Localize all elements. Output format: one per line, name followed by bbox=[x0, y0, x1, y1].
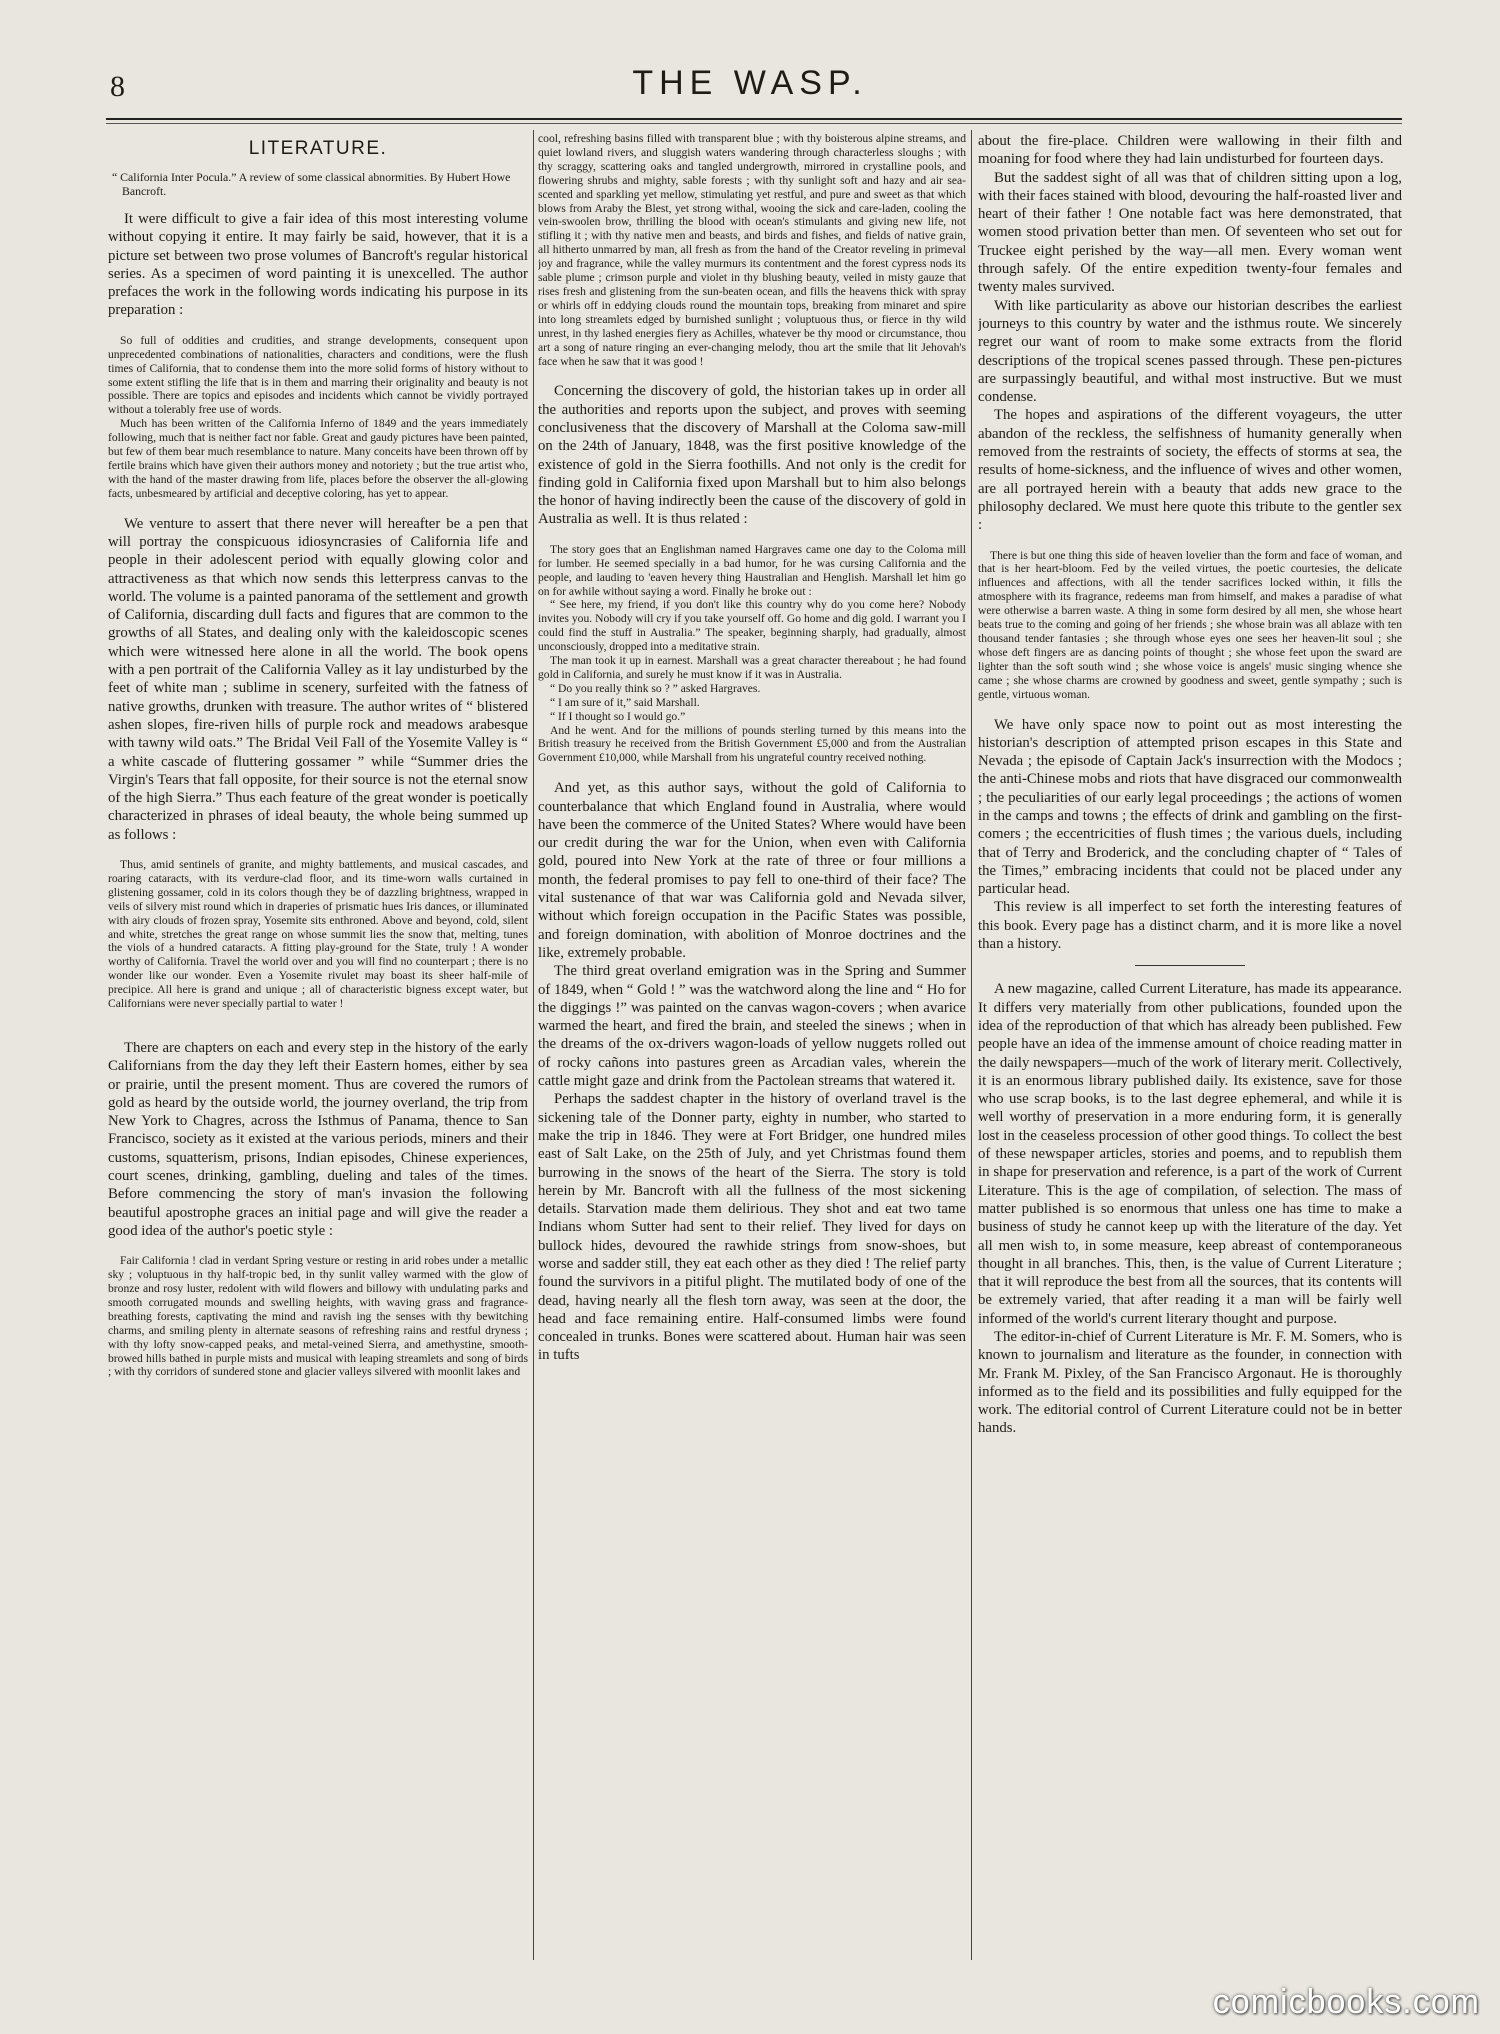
paragraph: This review is all imperfect to set forth the interesting features of this book. Every page has a distinct charm, and it is more like a novel than a history. bbox=[978, 899, 1402, 953]
quote-paragraph: Much has been written of the California Inferno of 1849 and the years immediately following, much that is neither fact nor fable. Great and gaudy pictures have been painted, but few of them bear much resemblance to nature. Many conceits have been thrown off by fertile brains which have given their authors money and notoriety ; but the true artist who, with the hand of the master drawing from life, places before the observer the all-glowing facts, unbesmeared by artificial and deceptive coloring, has yet to appear. bbox=[108, 417, 528, 500]
paragraph: And yet, as this author says, without the gold of California to counterbalance that which England found in Australia, where would have been the commerce of the United States? Where would have been our credit during the war for the Union, when even with California gold, poured into New York at the rate of three or four millions a month, the federal promises to pay fell to one-third of their face? The vital sustenance of that war was California gold and Nevada silver, without which foreign occupation in the Pacific States was possible, and foreign domination, with abolition of Monroe doctrines and the like, extremely probable. bbox=[538, 780, 966, 961]
quote-paragraph: The story goes that an Englishman named Hargraves came one day to the Coloma mill for lumber. He seemed specially in a bad humor, for he was cursing California and the people, and lauding to 'eaven hevery thing Haustralian and Henglish. Marshall let him go on for awhile without saying a word. Finally he broke out : bbox=[538, 542, 966, 598]
paragraph: The hopes and aspirations of the different voyageurs, the utter abandon of the reckless, the selfishness of humanity generally when removed from the restraints of society, the effects of storms at sea, the results of home-sickness, and the influence of wives and other women, are all portrayed herein with a beauty that adds new grace to the philosophy declared. We must here quote this tribute to the gentler sex : bbox=[978, 407, 1402, 534]
column-divider bbox=[533, 130, 534, 1960]
paragraph: With like particularity as above our historian describes the earliest journeys to this country by water and the isthmus route. We sincerely regret our want of room to make some extracts from the florid descriptions of the tropical scenes passed through. These pen-pictures are surpassingly beautiful, and withal most instructive. But we must condense. bbox=[978, 297, 1402, 406]
paragraph: There are chapters on each and every step in the history of the early Californians from the day they left their Eastern homes, either by sea or prairie, until the present moment. Thus are covered the rumors of gold as heard by the outside world, the journey overland, the trip from New York to Chagres, across the Isthmus of Panama, thence to San Francisco, society as it existed at the various periods, miners and their customs, squatterism, prisons, Indian episodes, Chinese experiences, court scenes, drinking, gambling, dueling and tales of the times. Before commencing the story of man's invasion the following beautiful apostrophe graces an initial page and will give the reader a good idea of the author's poetic style : bbox=[108, 1039, 528, 1239]
paragraph: about the fire-place. Children were wallowing in their filth and moaning for food where they had lain undisturbed for fourteen days. bbox=[978, 133, 1402, 168]
quote-paragraph: So full of oddities and crudities, and strange developments, consequent upon unprecedented combinations of nationalities, characters and conditions, were the flush times of California, that to condense them into the more solid forms of history without to some extent stifling the life that is in them and marring their originality and beauty is not possible. There are topics and episodes and incidents which cannot be vividly portrayed without a tolerably free use of words. bbox=[108, 333, 528, 417]
paragraph: Perhaps the saddest chapter in the history of overland travel is the sickening tale of the Donner party, eighty in number, who started to make the trip in 1846. They were at Fort Bridger, one hundred miles east of Salt Lake, on the 25th of July, and yet Christmas found them burrowing in the snows of the heart of the Sierra. The story is told herein by Mr. Bancroft with all the fullness of the most sickening details. Starvation made them delirious. They shot and eat two tame Indians whom Sutter had sent to their relief. They lived for days on bullock hides, devoured the rawhide strings from snow-shoes, but worse and sadder still, they eat each other as they died ! The relief party found the survivors in a pitiful plight. The mutilated body of one of the dead, having nearly all the flesh torn away, was seen at the door, the head and face remaining entire. Half-consumed limbs were found concealed in trunks. Bones were scattered about. Human hair was seen in tufts bbox=[538, 1091, 966, 1364]
column-1 bbox=[108, 132, 528, 1962]
quote-paragraph: “ If I thought so I would go.” bbox=[550, 709, 686, 723]
book-citation: “ California Inter Pocula.” A review of some classical abnormities. By Hubert Howe Bancroft. bbox=[112, 170, 511, 198]
paragraph: Concerning the discovery of gold, the historian takes up in order all the authorities and reports upon the subject, and proves with seeming conclusiveness that the discovery of Marshall at the Coloma saw-mill on the 24th of January, 1848, was the first positive knowledge of the existence of gold in the Sierra foothills. And not only is the credit for finding gold in California fixed upon Marshall but to him also belongs the honor of having indirectly been the cause of the discovery of gold in Australia as well. It is thus related : bbox=[538, 383, 966, 528]
publication-title: THE WASP. bbox=[632, 64, 868, 102]
section-heading: LITERATURE. bbox=[248, 138, 388, 159]
quotation bbox=[108, 1254, 528, 1379]
quote-paragraph: There is but one thing this side of heaven lovelier than the form and face of woman, and that is her heart-bloom. Fed by the veiled virtues, the poetic courtesies, the delicate influences and affections, with all the tender sacrifices locked within, it fills the atmosphere with its fragrance, redeems man from himself, and makes a paradise of what were otherwise a barren waste. A thing in some form desired by all men, she whose heart beats true to the coming and going of her friends ; she whose brain was all ablaze with ten thousand tender fantasies ; she through whose eyes one sees her heaven-lit soul ; she whose deft fingers are as dancing points of thought ; she whose feet upon the sward are lighter than the soft south wind ; she whose voice is angels' music singing whence she came ; she whose charms are crowned by goodness and sweet, gentle sympathy ; such is gentle, virtuous woman. bbox=[978, 548, 1402, 701]
paragraph: We venture to assert that there never will hereafter be a pen that will portray the conspicuous idiosyncrasies of California life and people in their adolescent period with equally glowing color and attractiveness as that which now sends this letterpress canvas to the world. The volume is a painted panorama of the settlement and growth of California, discarding dull facts and figures that are common to the growths of all States, and dealing only with the kaleidoscopic scenes which were witnessed here alone in all the world. The book opens with a pen portrait of the California Valley as it lay undisturbed by the feet of white man ; sublime in scenery, surfeited with the fatness of native growths, drunken with treasure. The author writes of “ blistered ashen slopes, fire-riven hills of purple rock and meadows arabesque with tawny wild oats.” The Bridal Veil Fall of the Yosemite Valley is “ a white cascade of fluttering gossamer ” while “Summer dries the Virgin's Tears that fall opposite, for their source is not the eternal snow of the high Sierra.” Thus each feature of the great wonder is poetically characterized in phrases of ideal beauty, the whole being summed up as follows : bbox=[108, 515, 528, 843]
paragraph: We have only space now to point out as most interesting the historian's description of attempted prison escapes in this State and Nevada ; the episode of Captain Jack's insurrection with the Modocs ; the anti-Chinese mobs and riots that have disgraced our commonwealth ; the peculiarities of our early legal proceedings ; the actions of women in the camps and towns ; the effects of drink and gambling on the first-comers ; the eccentricities of flush times ; the various duels, including that of Terry and Broderick, and the concluding chapter of “ Tales of the Times,” embracing incidents that could not be placed under any particular head. bbox=[978, 716, 1402, 898]
quotation bbox=[108, 858, 528, 1011]
section-separator bbox=[1135, 965, 1245, 966]
quote-paragraph: Fair California ! clad in verdant Spring vesture or resting in arid robes under a metallic sky ; voluptuous in thy half-tropic bed, in thy sunlit valley warmed with the glow of bronze and rosy luster, redolent with wild flowers and billowy with undulating parks and smooth corrugated mounds and swelling heights, with waving grass and fragrance-breathing forests, captivating the mind and ravish ing the senses with thy bewitching charms, and smiling plenty in alternate seasons of refreshing rains and restful dryness ; with thy lofty snow-capped peaks, and metal-veined Sierra, and amethystine, smooth-browed hills bathed in purple mists and musical with leaping streamlets and song of birds ; with thy corridors of sundered stone and glacier valleys silvered with moonlit lakes and bbox=[108, 1254, 528, 1379]
quotation bbox=[538, 543, 966, 766]
paragraph: A new magazine, called Current Literature, has made its appearance. It differs very materially from other publications, founded upon the idea of the reproduction of that which has already been published. Few people have an idea of the immense amount of choice reading matter in the daily newspapers—much of the work of literary merit. Collectively, it is an enormous library published daily. Its existence, save for those who use scrap books, is to the last degree ephemeral, and while it is well worthy of preservation in a more enduring form, it is generally lost in the ceaseless procession of other good things. To collect the best of these newspaper articles, stories and poems, and to republish them in shape for preservation and reference, is a part of the work of Current Literature. This is the age of compilation, of selection. The mass of matter published is so enormous that unless one has time to make a business of study he cannot keep up with the literature of the day. Yet all men wish to, in some measure, keep abreast of contemporaneous thought in all branches. This, then, is the value of Current Literature ; that it will reproduce the best from all the sources, that its contents will be extremely varied, that after reading it a man will be fairly well informed of the world's current literary thought and purpose. bbox=[978, 981, 1402, 1327]
paragraph: The third great overland emigration was in the Spring and Summer of 1849, when “ Gold ! ” was the watchword along the line and “ Ho for the diggings !” was painted on the canvas wagon-covers ; when avarice warmed the heart, and fired the brain, and steeled the sinews ; when in the dreams of the ox-drivers wagon-loads of yellow nuggets rolled out of rocky cañons into pastures green as Arcadian vales, wherein the cattle might gaze and drink from the Pactolean streams that watered it. bbox=[538, 963, 966, 1090]
quote-paragraph: “ I am sure of it,” said Marshall. bbox=[550, 695, 700, 709]
column-divider bbox=[971, 130, 972, 1960]
quotation bbox=[978, 549, 1402, 702]
quote-paragraph: Thus, amid sentinels of granite, and mighty battlements, and musical cascades, and roaring cataracts, with its verdure-clad floor, and its time-worn walls curtained in glistening gossamer, cold in its colors though they be of dazzling brightness, wrapped in veils of silvery mist round which in draperies of prismatic hues Iris dances, or illuminated with airy clouds of frozen spray, Yosemite sits enthroned. Above and beyond, cold, silent and white, stretches the great range on whose summit lies the snow that, melting, tunes the viols of a hundred cataracts. A fitting play-ground for the State, truly ! A wonder worthy of California. Travel the world over and you will find no counterpart ; there is no wonder like our wonder. Even a Yosemite rivulet may boast its sheer half-mile of precipice. All here is grand and unique ; all of characteristic bigness except water, but Californians were never specially partial to water ! bbox=[108, 858, 528, 1011]
quote-paragraph: The man took it up in earnest. Marshall was a great character thereabout ; he had found gold in California, and surely he must know if it was in Australia. bbox=[538, 654, 966, 681]
quote-paragraph: “ See here, my friend, if you don't like this country why do you come here? Nobody invites you. Nobody will cry if you take yourself off. Go home and dig gold. I warrant you I could find the stuff in Australia.” The speaker, beginning sharply, had gradually, almost unconsciously, dropped into a meditative strain. bbox=[538, 598, 966, 654]
paragraph: But the saddest sight of all was that of children sitting upon a log, with their faces stained with blood, devouring the half-roasted liver and heart of their father ! One notable fact was here demonstrated, that women stood privation better than men. Of seventeen who set out for Truckee eight perished by the way—all men. Every woman went through safely. Of the entire expedition twenty-four females and twenty males survived. bbox=[978, 169, 1402, 296]
quotation bbox=[108, 334, 528, 501]
header-rule-thin bbox=[106, 123, 1402, 124]
quote-paragraph: And he went. And for the millions of pounds sterling turned by this means into the British treasury he received from the British Government £5,000 and from the Australian Government £10,000, while Marshall from his ungrateful country received nothing. bbox=[538, 723, 966, 765]
paragraph: It were difficult to give a fair idea of this most interesting volume without copying it entire. It may fairly be said, however, that it is a picture set between two prose volumes of Bancroft's regular historical series. As a specimen of word painting it is unexcelled. The author prefaces the work in the following words indicating his purpose in its preparation : bbox=[108, 211, 528, 319]
page-number: 8 bbox=[110, 70, 125, 103]
quote-paragraph: cool, refreshing basins filled with transparent blue ; with thy boisterous alpine streams, and quiet lowland rivers, and sluggish waters wandering through characterless sloughs ; with thy scraggy, scattering oaks and tangled undergrowth, mirrored in crystalline pools, and flowering shrubs and mighty, sable forests ; with thy sunlight soft and hazy and air sea-scented and sparkling yet mellow, stimulating yet restful, and pure and sweet as that which blows from Araby the Blest, yet strong withal, wooing the sick and care-laden, cooling the vein-swoolen brow, thrilling the blood with ocean's stimulants and giving new life, not stifling it ; with thy native men and beasts, and birds and fishes, and fields of native grain, all hitherto unmarred by man, all fresh as from the hand of the Creator reveling in primeval joy and fragrance, while the valley murmurs its contentment and the forest cypress nods its sable plume ; crimson purple and violet in thy blushing beauty, veiled in misty gauze that rises fresh and glistening from the sun-beaten ocean, and fills the heavens thick with spray or whirls off in eddying clouds round the mountain tops, breaking from minaret and spire into long streamlets edged by burnished sunlight ; voluptuous thus, or fierce in thy wild unrest, in thy lashed energies fiery as Achilles, whatever be thy mood or circumstance, thou art a song of nature ringing an ever-changing melody, thou art the smile that lit Jehovah's face when he saw that it was good ! bbox=[538, 132, 966, 368]
paragraph: The editor-in-chief of Current Literature is Mr. F. M. Somers, who is known to journalism and literature as the founder, in connection with Mr. Frank M. Pixley, of the San Francisco Argonaut. He is thoroughly informed as to the field and its possibilities and fully equipped for the work. The editorial control of Current Literature could not be in better hands. bbox=[978, 1329, 1402, 1437]
quote-paragraph: “ Do you really think so ? ” asked Hargraves. bbox=[550, 681, 761, 695]
column-3 bbox=[978, 132, 1402, 1962]
header-rule bbox=[106, 118, 1402, 120]
column-2 bbox=[538, 132, 966, 1962]
watermark: comicbooks.com bbox=[1212, 1983, 1480, 2021]
